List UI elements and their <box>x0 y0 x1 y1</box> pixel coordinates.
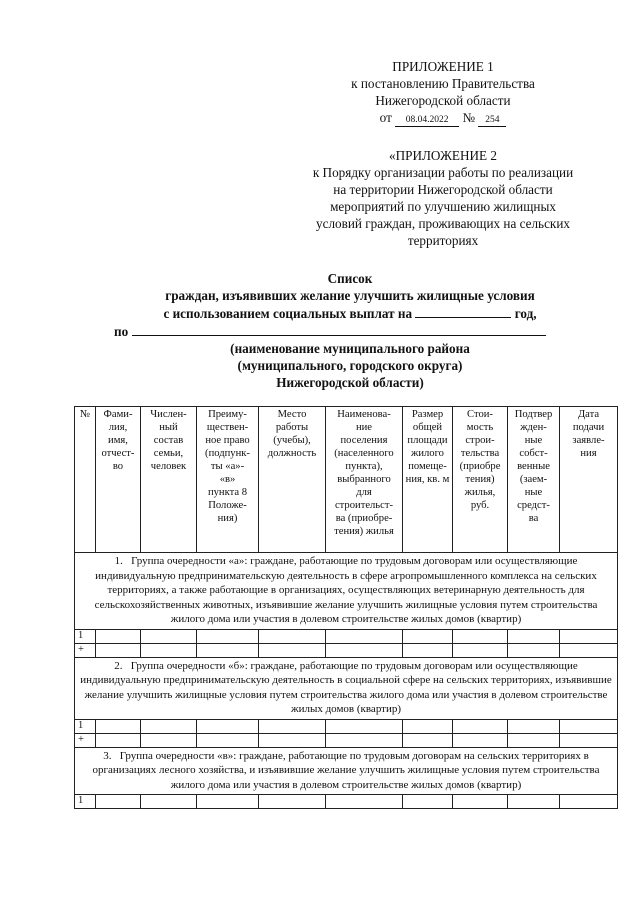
table-cell <box>197 795 259 809</box>
row-number-cell: + <box>75 733 96 747</box>
row-number-cell: 1 <box>75 629 96 643</box>
group-c-description: 3. Группа очередности «в»: граждане, работающие по трудовым договорам на сельских территориях в организациях лесного хозяйства, и изъявившие желание улучшить жилищные условия путем строительства жилого дома или участия в долевом строительстве жилых домов (квартир) <box>75 747 618 795</box>
table-cell <box>403 643 453 657</box>
table-cell <box>197 733 259 747</box>
table-cell <box>403 733 453 747</box>
table-row <box>75 733 618 747</box>
table-cell <box>560 629 618 643</box>
table-cell <box>197 643 259 657</box>
table-cell <box>96 795 141 809</box>
table-cell <box>560 719 618 733</box>
header-cell: Подтвер жден- ные собст- венные (заем- ные средст- ва <box>508 407 560 553</box>
table-cell <box>326 733 403 747</box>
table-row <box>75 795 618 809</box>
table-cell <box>259 733 326 747</box>
table-row <box>75 629 618 643</box>
table-cell <box>403 629 453 643</box>
applicants-table-wrap <box>74 406 617 809</box>
table-cell <box>453 629 508 643</box>
table-cell <box>560 795 618 809</box>
number-value: 254 <box>478 115 506 127</box>
row-number-cell: + <box>75 643 96 657</box>
table-cell <box>508 719 560 733</box>
order-appendix-line-3: на территории Нижегородской области <box>333 182 553 197</box>
table-cell <box>259 629 326 643</box>
order-appendix-block <box>283 147 603 249</box>
table-cell <box>141 733 197 747</box>
header-cell: Место работы (учебы), должность <box>259 407 326 553</box>
appendix-date-line <box>283 109 603 127</box>
order-appendix-title: «ПРИЛОЖЕНИЕ 2 <box>389 148 497 163</box>
table-cell <box>326 719 403 733</box>
header-cell: Преиму- ществен- ное право (подпунк- ты «а»- «в» пункта 8 Положе- ния) <box>197 407 259 553</box>
table-cell <box>141 719 197 733</box>
table-cell <box>96 733 141 747</box>
list-title: Список <box>327 271 373 286</box>
header-cell: Стои- мость строи- тельства (приобре тения) жилья, руб. <box>453 407 508 553</box>
table-cell <box>508 629 560 643</box>
table-cell <box>259 643 326 657</box>
table-cell <box>96 629 141 643</box>
appendix-line-3: Нижегородской области <box>375 93 511 108</box>
table-cell <box>508 733 560 747</box>
list-district-caption-3: Нижегородской области) <box>276 375 424 390</box>
list-year-line: с использованием социальных выплат на год, <box>163 306 537 321</box>
table-cell <box>453 795 508 809</box>
table-row <box>75 643 618 657</box>
list-subtitle: граждан, изъявивших желание улучшить жилищные условия <box>165 288 535 303</box>
group-b-row <box>75 657 618 719</box>
order-appendix-line-6: территориях <box>407 233 479 248</box>
table-header-row <box>75 407 618 553</box>
number-prefix: № <box>462 110 476 125</box>
table-cell <box>508 643 560 657</box>
applicants-table <box>74 406 618 809</box>
order-appendix-line-4: мероприятий по улучшению жилищных <box>330 199 556 214</box>
table-cell <box>453 719 508 733</box>
table-cell <box>96 719 141 733</box>
table-cell <box>453 643 508 657</box>
group-a-description: 1. Группа очередности «а»: граждане, работающие по трудовым договорам или осуществляющие индивидуальную предпринимательскую деятельность в сфере агропромышленного комплекса на сельских территориях, а также работающие в организациях, осуществляющих ветеринарную деятельность для сельскохозяйственных животных, изъявившие желание улучшить жилищные условия путем строительства жилого дома или участия в долевом строительстве жилых домов (квартир) <box>75 553 618 630</box>
appendix-block <box>283 58 603 127</box>
header-cell: Числен- ный состав семьи, человек <box>141 407 197 553</box>
table-cell <box>141 643 197 657</box>
table-cell <box>403 719 453 733</box>
group-c-row <box>75 747 618 795</box>
table-cell <box>560 733 618 747</box>
order-appendix-line-2: к Порядку организации работы по реализации <box>312 165 574 180</box>
header-cell: Наименова- ние поселения (населенного пункта), выбранного для строительст- ва (приобре- тения) жилья <box>326 407 403 553</box>
district-blank <box>132 322 546 336</box>
date-value: 08.04.2022 <box>395 115 459 127</box>
table-cell <box>197 629 259 643</box>
table-cell <box>326 795 403 809</box>
table-cell <box>197 719 259 733</box>
group-b-description: 2. Группа очередности «б»: граждане, работающие по трудовым договорам или осуществляющие индивидуальную предпринимательскую деятельность в социальной сфере на сельских территориях, изъявившие желание улучшить жилищные условия путем строительства жилого дома или участия в долевом строительстве жилых домов (квартир) <box>75 657 618 719</box>
list-district-caption-1: (наименование муниципального района <box>230 341 470 356</box>
table-cell <box>326 643 403 657</box>
header-cell: Фами- лия, имя, отчест- во <box>96 407 141 553</box>
table-cell <box>259 795 326 809</box>
header-cell: Размер общей площади жилого помеще- ния, кв. м <box>403 407 453 553</box>
table-cell <box>403 795 453 809</box>
table-cell <box>560 643 618 657</box>
table-cell <box>141 795 197 809</box>
group-a-row <box>75 553 618 630</box>
order-appendix-line-5: условий граждан, проживающих на сельских <box>316 216 570 231</box>
row-number-cell: 1 <box>75 719 96 733</box>
table-cell <box>96 643 141 657</box>
table-cell <box>508 795 560 809</box>
table-cell <box>453 733 508 747</box>
table-row <box>75 719 618 733</box>
date-prefix: от <box>379 110 392 125</box>
list-title-block <box>80 270 620 391</box>
appendix-line-2: к постановлению Правительства <box>351 76 535 91</box>
table-cell <box>326 629 403 643</box>
appendix-title: ПРИЛОЖЕНИЕ 1 <box>392 59 494 74</box>
header-cell: № <box>75 407 96 553</box>
table-cell <box>141 629 197 643</box>
list-district-caption-2: (муниципального, городского округа) <box>237 358 463 373</box>
year-blank <box>415 304 511 318</box>
table-cell <box>259 719 326 733</box>
row-number-cell: 1 <box>75 795 96 809</box>
header-cell: Дата подачи заявле- ния <box>560 407 618 553</box>
list-district-line: по <box>80 322 620 340</box>
